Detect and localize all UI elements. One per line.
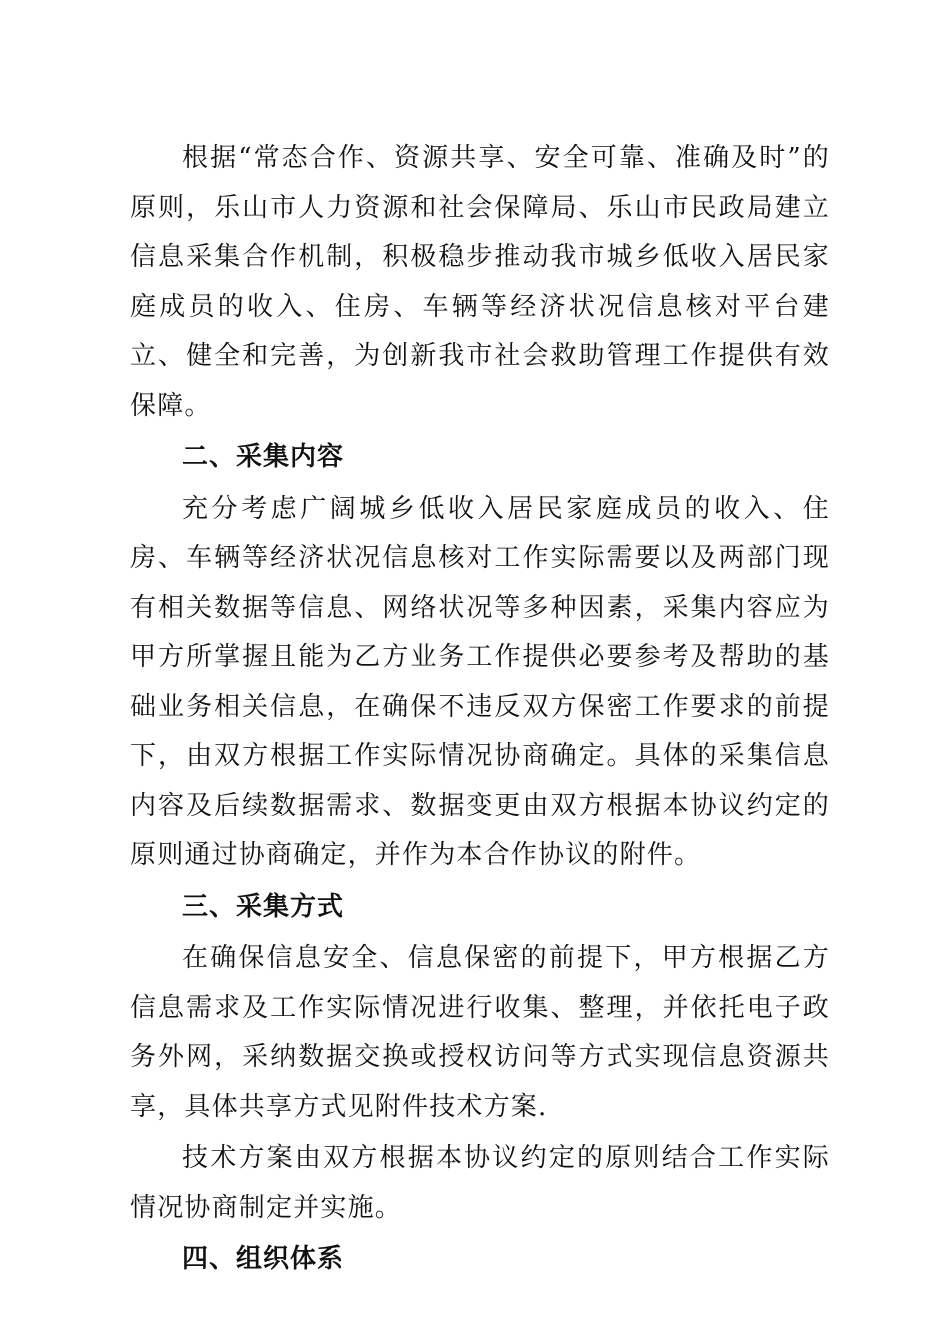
paragraph-technical-plan: 技术方案由双方根据本协议约定的原则结合工作实际情况协商制定并实施。: [130, 1143, 830, 1223]
section-heading-collection-method: 三、采集方式: [182, 891, 345, 922]
document-body: [130, 134, 830, 1285]
paragraph-collection-method: 在确保信息安全、信息保密的前提下，甲方根据乙方信息需求及工作实际情况进行收集、整理，并依托电子政务外网，采纳数据交换或授权访问等方式实现信息资源共享，具体共享方式见附件技术方案.: [130, 943, 830, 1122]
section-heading-organization: 四、组织体系: [182, 1244, 345, 1274]
paragraph-collection-content: 充分考虑广阔城乡低收入居民家庭成员的收入、住房、车辆等经济状况信息核对工作实际需要以及两部门现有相关数据等信息、网络状况等多种因素，采集内容应为甲方所掌握且能为乙方业务工作提供必要参考及帮助的基础业务相关信息，在确保不违反双方保密工作要求的前提下，由双方根据工作实际情况协商确定。具体的采集信息内容及后续数据需求、数据变更由双方根据本协议约定的原则通过协商确定，并作为本合作协议的附件。: [130, 493, 830, 870]
paragraph-principle: 根据“常态合作、资源共享、安全可靠、准确及时”的原则，乐山市人力资源和社会保障局、乐山市民政局建立信息采集合作机制，积极稳步推动我市城乡低收入居民家庭成员的收入、住房、车辆等经济状况信息核对平台建立、健全和完善，为创新我市社会救助管理工作提供有效保障。: [130, 143, 830, 421]
section-heading-collection-content: 二、采集内容: [182, 442, 345, 472]
